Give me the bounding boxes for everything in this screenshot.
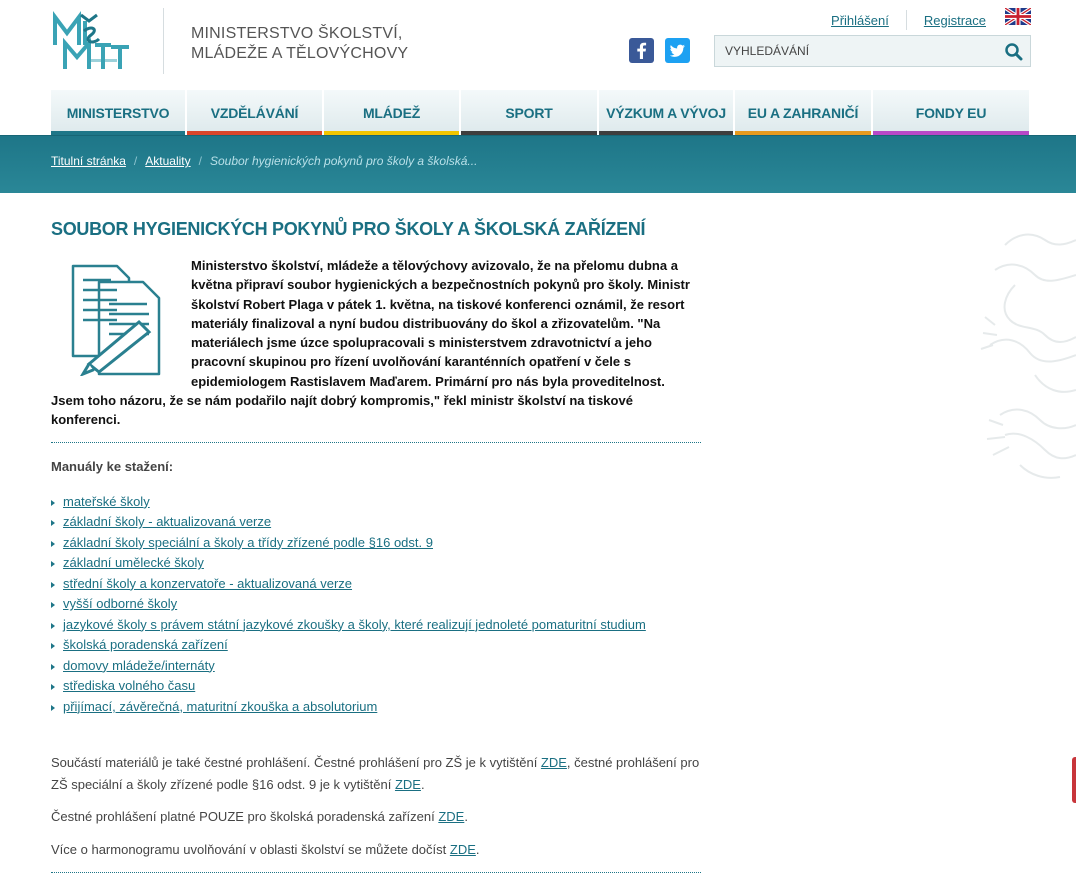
breadcrumb [51,154,477,168]
list-item [51,676,701,697]
logo-divider [163,8,164,74]
manual-link-strediska-volneho-casu[interactable]: střediska volného času [63,678,196,694]
manual-link-materske-skoly[interactable]: mateřské školy [63,493,150,509]
ministry-name[interactable] [191,24,408,64]
nav-item-label: SPORT [505,104,553,121]
nav-item-label: MINISTERSTVO [66,104,170,121]
nav-item-mladez[interactable] [324,90,461,135]
nav-item-label: VÝZKUM A VÝVOJ [606,104,726,121]
msmt-logo[interactable] [51,11,143,73]
side-feedback-tab[interactable] [1072,757,1076,803]
breadcrumb-home[interactable]: Titulní stránka [51,154,126,168]
nav-item-vyzkum-a-vyvoj[interactable] [599,90,735,135]
article-intro [51,256,701,430]
nav-item-eu-a-zahranici[interactable] [735,90,873,135]
lion-watermark-icon [975,225,1076,490]
manual-link-zakladni-skoly[interactable]: základní školy - aktualizovaná verze [63,514,272,530]
nav-item-label: EU A ZAHRANIČÍ [747,104,859,121]
manual-link-vyssi-odborne-skoly[interactable]: vyšší odborné školy [63,596,178,612]
zde-link-zs-specialni[interactable]: ZDE [394,776,421,792]
twitter-icon[interactable] [665,38,690,63]
nav-item-fondy-eu[interactable] [873,90,1029,135]
facebook-icon[interactable] [629,38,654,63]
paragraph-text: . [475,841,480,857]
list-item [51,615,701,636]
manuals-heading: Manuály ke stažení: [51,458,174,474]
nav-item-label: MLÁDEŽ [362,104,421,121]
paragraph-text: . [464,809,468,825]
paragraph-text: , čestné prohlášení pro ZŠ speciální a školy zřízené podle §16 odst. 9 je k vytištění [51,755,700,792]
uk-flag-icon[interactable] [1005,8,1031,25]
top-links [831,10,986,30]
article [51,217,701,873]
nav-item-label: FONDY EU [915,104,987,121]
login-link[interactable]: Přihlášení [831,12,889,28]
ministry-name-line2: MLÁDEŽE A TĚLOVÝCHOVY [191,45,409,62]
list-item [51,574,701,595]
divider [51,442,701,443]
page-title: SOUBOR HYGIENICKÝCH POKYNŮ PRO ŠKOLY A ŠKOLSKÁ ZAŘÍZENÍ [51,219,646,239]
ministry-name-line1: MINISTERSTVO ŠKOLSTVÍ, [191,25,403,42]
breadcrumb-aktuality[interactable]: Aktuality [145,154,191,168]
manual-link-jazykove-skoly[interactable]: jazykové školy s právem státní jazykové zkoušky a školy, které realizují jednoleté pomaturitní studium [63,616,646,632]
paragraph-text: Více o harmonogramu uvolňování v oblasti školství se můžete dočíst [51,841,450,857]
manual-link-domovy-mladeze[interactable]: domovy mládeže/internáty [63,657,215,673]
nav-item-sport[interactable] [461,90,599,135]
breadcrumb-current: Soubor hygienických pokynů pro školy a školská... [209,154,478,168]
manual-link-stredni-skoly[interactable]: střední školy a konzervatoře - aktualizovaná verze [63,575,353,591]
list-item [51,512,701,533]
list-item [51,492,701,513]
zde-link-harmonogram[interactable]: ZDE [449,841,476,857]
list-item [51,635,701,656]
manual-link-prijimaci-zkouska[interactable]: přijímací, závěrečná, maturitní zkouška a absolutorium [63,698,378,714]
zde-link-poradenska[interactable]: ZDE [438,809,465,825]
paragraph-poradenska [51,806,701,828]
top-links-separator [906,10,907,30]
list-item [51,697,701,718]
nav-item-vzdelavani[interactable] [187,90,324,135]
nav-item-label: VZDĚLÁVÁNÍ [210,104,299,121]
divider [51,872,701,873]
register-link[interactable]: Registrace [923,12,986,28]
document-pen-icon [59,256,171,376]
list-item [51,533,701,554]
breadcrumb-separator: / [133,154,138,168]
paragraph-text: . [420,776,425,792]
nav-item-ministerstvo[interactable] [51,90,187,135]
search-box [714,35,1031,67]
paragraph-harmonogram [51,839,701,861]
site-header [0,0,1076,90]
manual-link-zakladni-skoly-specialni[interactable]: základní školy speciální a školy a třídy zřízené podle §16 odst. 9 [63,534,433,550]
paragraph-text: Součástí materiálů je také čestné prohlášení. Čestné prohlášení pro ZŠ je k vytištění [51,755,541,771]
main-nav [51,90,1029,135]
breadcrumb-band [0,135,1076,193]
intro-text: Ministerstvo školství, mládeže a tělovýchovy avizovalo, že na přelomu dubna a května připraví soubor hygienických a bezpečnostních pokynů pro školy. Ministr školství Robert Plaga v pátek 1. května, na tiskové konferenci oznámil, že resort materiály finalizoval a nyní budou distribuovány do škol a zřizovatelům. "Na materiálech jsme úzce spolupracovali s ministerstvem zdravotnictví a jeho pracovní skupinou pro řízení uvolňování karanténních opatření v čele s epidemiologem Rastislavem Maďarem. Primární pro nás byla proveditelnost. Jsem toho názoru, že se nám podařilo najít dobrý kompromis," řekl ministr školství na tiskové konferenci. [51,258,690,428]
manual-link-zakladni-umelecke-skoly[interactable]: základní umělecké školy [63,555,204,571]
list-item [51,594,701,615]
list-item [51,656,701,677]
paragraph-cestne-prohlaseni [51,752,701,795]
search-icon[interactable] [1004,42,1024,62]
paragraph-text: Čestné prohlášení platné POUZE pro školská poradenská zařízení [51,809,439,825]
manuals-list [51,492,701,718]
search-input[interactable] [715,36,985,66]
manual-link-skolska-poradenska-zarizeni[interactable]: školská poradenská zařízení [63,637,228,653]
zde-link-zs[interactable]: ZDE [540,755,567,771]
list-item [51,553,701,574]
breadcrumb-separator: / [198,154,202,168]
